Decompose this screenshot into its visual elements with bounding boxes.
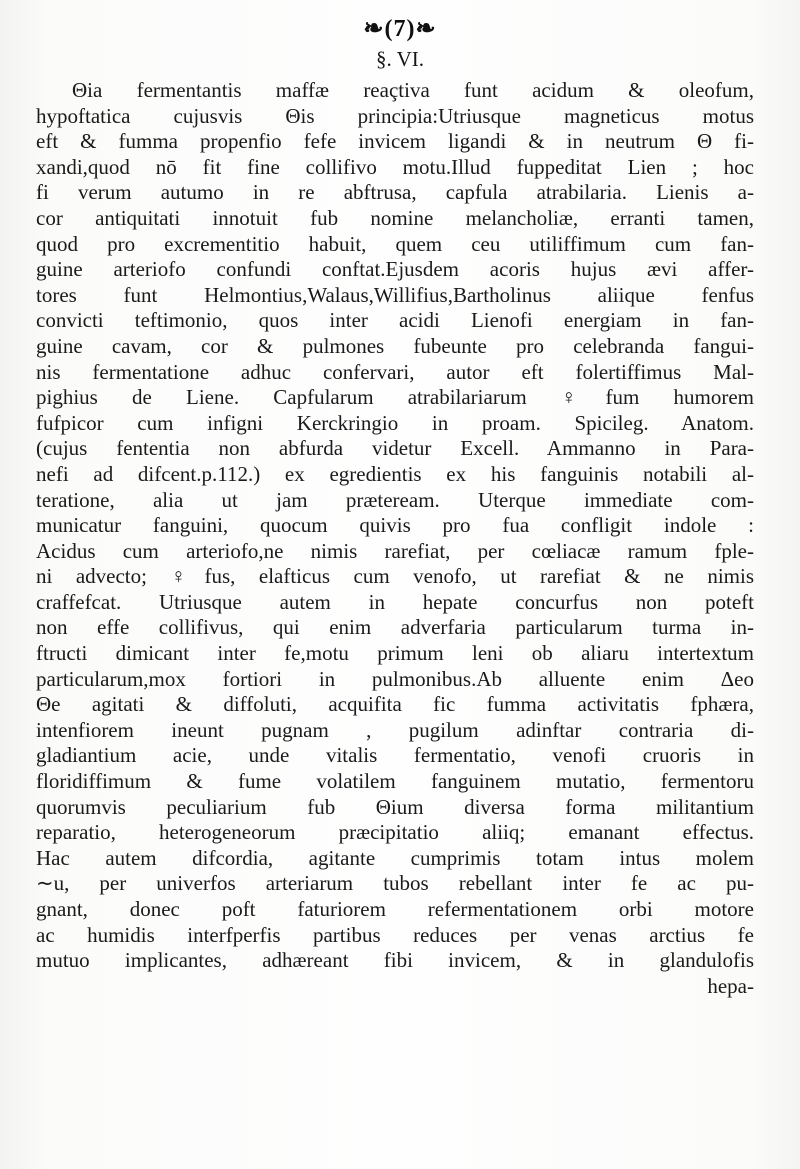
text-line: craffefcat. Utriusque autem in hepate concurfus non poteft — [36, 589, 754, 614]
text-line: reparatio, heterogeneorum præcipitatio aliiq; emanant effectus. — [36, 820, 754, 845]
text-line: ftructi dimicant inter fe,motu primum leni ob aliaru intertextum — [36, 641, 754, 666]
text-line: teratione, alia ut jam præteream. Uterque immediate com- — [36, 487, 754, 512]
text-line: gladiantium acie, unde vitalis fermentatio, venofi cruoris in — [36, 743, 754, 768]
text-line: intenfiorem ineunt pugnam , pugilum adinftar contraria di- — [36, 717, 754, 742]
text-line: nis fermentatione adhuc confervari, autor eft folertiffimus Mal- — [36, 359, 754, 384]
text-line: fufpicor cum infigni Kerckringio in proam. Spicileg. Anatom. — [36, 410, 754, 435]
text-line: particularum,mox fortiori in pulmonibus.Ab alluente enim Δeo — [36, 666, 754, 691]
text-line: mutuo implicantes, adhæreant fibi invicem, & in glandulofis — [36, 948, 754, 973]
text-line: (cujus fententia non abfurda videtur Excell. Ammanno in Para- — [36, 436, 754, 461]
text-line: quorumvis peculiarium fub Θium diversa forma militantium — [36, 794, 754, 819]
text-line: fi verum autumo in re abftrusa, capfula atrabilaria. Lienis a- — [36, 180, 754, 205]
text-line: Θe agitati & diffoluti, acquifita fic fumma activitatis fphæra, — [36, 692, 754, 717]
text-line: eft & fumma propenfio fefe invicem ligandi & in neutrum Θ fi- — [36, 129, 754, 154]
text-line: convicti teftimonio, quos inter acidi Lienofi energiam in fan- — [36, 308, 754, 333]
text-line: guine arteriofo confundi conftat.Ejusdem acoris hujus ævi affer- — [36, 257, 754, 282]
text-line: guine cavam, cor & pulmones fubeunte pro celebranda fangui- — [36, 333, 754, 358]
text-line: quod pro excrementitio habuit, quem ceu utiliffimum cum fan- — [36, 231, 754, 256]
catchword: hepa- — [707, 973, 754, 998]
running-head: ❧(7)❧ — [363, 16, 437, 42]
text-line: xandi,quod nō fit fine collifivo motu.Illud fuppeditat Lien ; hoc — [36, 154, 754, 179]
text-line: nefi ad difcent.p.112.) ex egredientis ex his fanguinis notabili al- — [36, 461, 754, 486]
text-line: Hac autem difcordia, agitante cumprimis totam intus molem — [36, 845, 754, 870]
text-line: non effe collifivus, qui enim adverfaria particularum turma in- — [36, 615, 754, 640]
text-line: Θia fermentantis maffæ reaçtiva funt acidum & oleofum, — [72, 78, 754, 102]
text-line: ∼u, per univerfos arteriarum tubos rebellant inter fe ac pu- — [36, 871, 754, 896]
text-line: floridiffimum & fume volatilem fanguinem mutatio, fermentoru — [36, 769, 754, 794]
text-line: hypoftatica cujusvis Θis principia:Utriusque magneticus motus — [36, 103, 754, 128]
text-line: Acidus cum arteriofo,ne nimis rarefiat, per cœliacæ ramum fple- — [36, 538, 754, 563]
text-line: municatur fanguini, quocum quivis pro fua confligit indole : — [36, 513, 754, 538]
text-line: ni advecto; ♀fus, elafticus cum venofo, ut rarefiat & ne nimis — [36, 564, 754, 589]
text-line: ac humidis interfperfis partibus reduces per venas arctius fe — [36, 922, 754, 947]
text-line: cor antiquitati innotuit fub nomine melancholiæ, erranti tamen, — [36, 205, 754, 230]
text-line: pighius de Liene. Capfularum atrabilariarum ♀fum humorem — [36, 385, 754, 410]
text-line: tores funt Helmontius,Walaus,Willifius,Bartholinus aliique fenfus — [36, 282, 754, 307]
body-text — [36, 78, 754, 999]
text-line: gnant, donec poft faturiorem refermentationem orbi motore — [36, 897, 754, 921]
section-heading: §. VI. — [375, 47, 425, 71]
